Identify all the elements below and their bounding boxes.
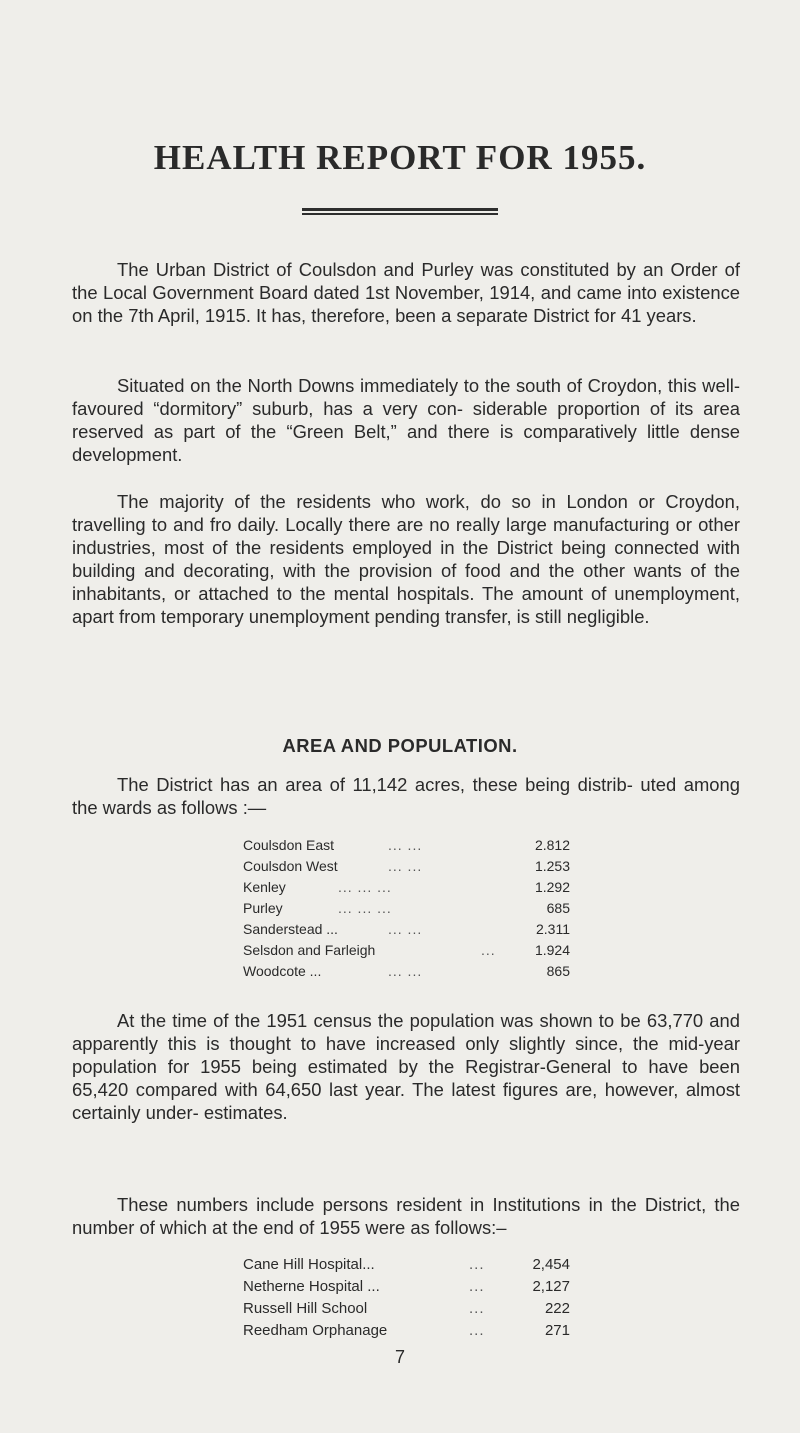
leader-dots: ... ... [388, 858, 423, 874]
ward-acres: 1.253 [534, 858, 570, 874]
leader-dots: ... [481, 942, 496, 958]
intro-paragraph-situation: Situated on the North Downs immediately to the south of Croydon, this well-favoured “dormitory” suburb, has a very con- siderable proportion of its area reserved as part of the “Green Belt,” and there is comparatively little dense development. [72, 375, 740, 465]
ward-name: Kenley [243, 879, 286, 895]
table-row [243, 900, 570, 920]
institution-name: Russell Hill School [243, 1300, 368, 1317]
leader-dots: ... ... ... [338, 900, 392, 916]
institution-count: 222 [544, 1300, 570, 1317]
leader-dots: ... [469, 1300, 485, 1317]
ward-name: Selsdon and Farleigh [243, 942, 376, 958]
ward-acres: 1.292 [534, 879, 570, 895]
table-row [243, 837, 570, 857]
institution-count: 271 [544, 1322, 570, 1339]
ward-name: Woodcote ... [243, 963, 322, 979]
table-row [243, 879, 570, 899]
table-row [243, 1256, 570, 1276]
institutions-table [243, 1256, 570, 1346]
leader-dots: ... [469, 1256, 485, 1273]
page-title: HEALTH REPORT FOR 1955. [153, 138, 647, 177]
wards-table [243, 837, 570, 987]
ward-name: Coulsdon East [243, 837, 335, 853]
title-divider [302, 208, 498, 217]
table-row [243, 921, 570, 941]
table-row [243, 1300, 570, 1320]
divider-line-thick [302, 208, 498, 211]
table-row [243, 1322, 570, 1342]
leader-dots: ... ... [388, 837, 423, 853]
table-row [243, 858, 570, 878]
leader-dots: ... ... [388, 921, 423, 937]
ward-acres: 1.924 [534, 942, 570, 958]
ward-name: Coulsdon West [243, 858, 338, 874]
leader-dots: ... [469, 1322, 485, 1339]
leader-dots: ... ... [388, 963, 423, 979]
intro-paragraph-employment: The majority of the residents who work, do so in London or Croydon, travelling to and fro daily. Locally there are no really large manufacturing or other industries, most of the residents employed in the District being connected with building and decorating, with the provision of food and the other wants of the inhabitants, or attached to the mental hospitals. The amount of unemployment, apart from temporary unemployment pending transfer, is still negligible. [72, 491, 740, 627]
table-row [243, 942, 570, 962]
institutions-intro-paragraph: These numbers include persons resident in Institutions in the District, the number of which at the end of 1955 were as follows:– [72, 1194, 740, 1238]
institution-name: Cane Hill Hospital... [243, 1256, 375, 1273]
ward-acres: 685 [546, 900, 570, 916]
leader-dots: ... [469, 1278, 485, 1295]
page-number: 7 [394, 1347, 405, 1367]
divider-line-thin [302, 213, 498, 215]
intro-paragraph-constitution: The Urban District of Coulsdon and Purley was constituted by an Order of the Local Government Board dated 1st November, 1914, and came into existence on the 7th April, 1915. It has, therefore, been a separate District for 41 years. [72, 259, 740, 326]
institution-name: Netherne Hospital ... [243, 1278, 380, 1295]
area-intro-paragraph: The District has an area of 11,142 acres, these being distrib- uted among the wards as follows :— [72, 774, 740, 818]
ward-acres: 2.812 [534, 837, 570, 853]
leader-dots: ... ... ... [338, 879, 392, 895]
ward-acres: 2.311 [536, 921, 570, 937]
ward-acres: 865 [546, 963, 570, 979]
ward-name: Purley [243, 900, 283, 916]
table-row [243, 1278, 570, 1298]
section-heading-area-population: AREA AND POPULATION. [282, 735, 518, 756]
census-paragraph: At the time of the 1951 census the population was shown to be 63,770 and apparently this is thought to have increased only slightly since, the mid-year population for 1955 being estimated by the Registrar-General to have been 65,420 compared with 64,650 last year. The latest figures are, however, almost certainly under- estimates. [72, 1010, 740, 1123]
ward-name: Sanderstead ... [243, 921, 338, 937]
table-row [243, 963, 570, 983]
institution-name: Reedham Orphanage [243, 1322, 388, 1339]
institution-count: 2,454 [532, 1256, 570, 1273]
institution-count: 2,127 [532, 1278, 570, 1295]
